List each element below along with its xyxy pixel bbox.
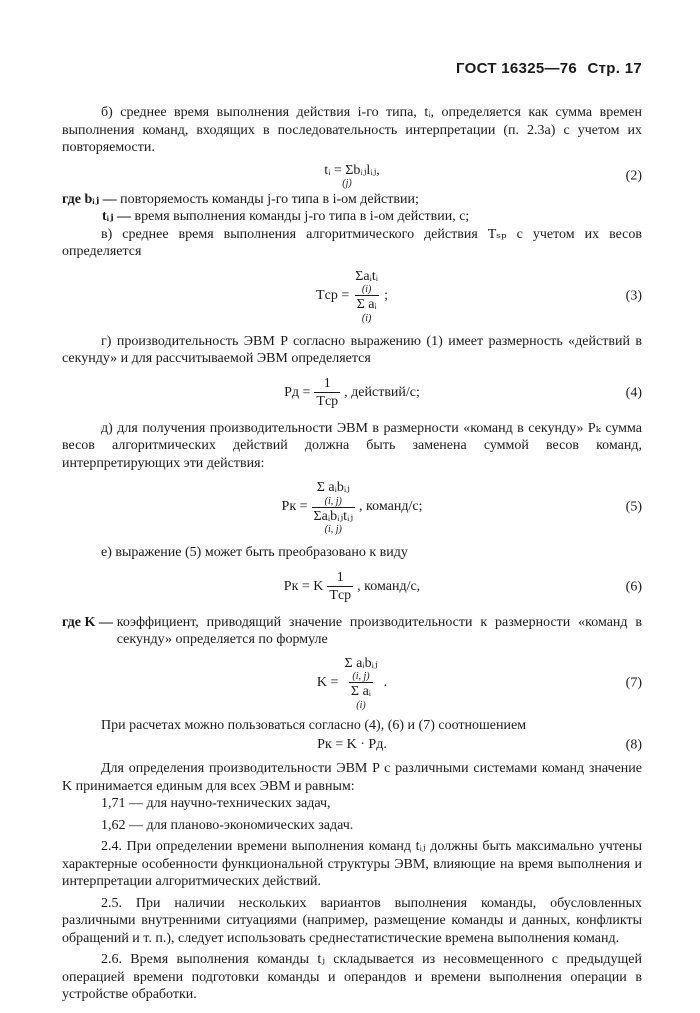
eq4-lhs: Pд = xyxy=(284,384,311,400)
eq5-number: (5) xyxy=(625,499,642,515)
eq7-lhs: K = xyxy=(316,674,339,690)
paragraph-e: е) выражение (5) может быть преобразовано к виду xyxy=(101,545,408,560)
eq7-denominator xyxy=(349,682,373,711)
eq4-fraction xyxy=(314,375,340,411)
eq6-denominator: Tср xyxy=(329,588,352,603)
eq5-fraction xyxy=(312,479,356,535)
definition-b xyxy=(62,191,642,209)
list-item: 1,71 — для научно-технических задач, xyxy=(101,796,331,811)
eq5-tail: , команд/с; xyxy=(359,499,423,515)
equation-3 xyxy=(62,267,642,325)
eq2-lhs: tᵢ = Σbᵢⱼlᵢⱼ, xyxy=(324,162,380,178)
def-t-text: время выполнения команды j-го типа в i-ом действии, с; xyxy=(134,209,470,224)
eq5-den-limit: (i, j) xyxy=(324,524,342,535)
def-b-text: повторяемость команды j-го типа в i-ом действии; xyxy=(120,191,419,207)
eq4-numerator: 1 xyxy=(323,375,331,391)
eq2-number: (2) xyxy=(625,167,642,183)
eq5-lhs: Pк = xyxy=(281,499,308,515)
eq5-numerator xyxy=(315,479,352,507)
paragraph-d: д) для получения производительности ЭВМ в размерности «команд в секунду» Pₖ сумма весов алгоритмических действий должна быть заменена суммой весов команд, интерпретирующих эти действия: xyxy=(62,420,642,471)
eq5-denominator xyxy=(312,507,356,536)
eq7-numerator xyxy=(342,655,379,683)
definition-t xyxy=(62,208,642,226)
eq4-number: (4) xyxy=(625,384,642,400)
eq2-expression xyxy=(324,162,380,190)
eq3-lhs: Tср = xyxy=(316,287,350,303)
paragraph-g: г) производительность ЭВМ P согласно выражению (1) имеет размерность «действий в секунду» и для рассчитываемой ЭВМ определяется xyxy=(62,333,642,366)
paragraph-2-4: 2.4. При определении времени выполнения команд tᵢⱼ должны быть максимально учтены характерные особенности функциональной структуры ЭВМ, влияющие на время выполнения и интерпретации алгоритмических действий. xyxy=(62,839,642,889)
page-number: Стр. 17 xyxy=(587,60,642,77)
paragraph-b: б) среднее время выполнения действия i-го типа, tᵢ, определяется как сумма времен выполнения команд, входящих в последовательность интерпретации (п. 2.3а) с учетом их повторяемости. xyxy=(62,105,642,155)
eq6-fraction xyxy=(327,569,353,605)
eq7-number: (7) xyxy=(625,674,642,690)
eq7-num-text: Σ aᵢbᵢⱼ xyxy=(344,655,378,671)
equation-6 xyxy=(62,566,642,608)
eq7-num-limit: (i, j) xyxy=(352,671,370,682)
eq3-den-text: Σ aᵢ xyxy=(356,297,377,312)
def-b-label: где bᵢⱼ — xyxy=(62,191,117,207)
eq5-num-limit: (i, j) xyxy=(324,495,342,507)
eq3-numerator xyxy=(353,268,380,296)
def-k-text: коэффициент, приводящий значение производительности к размерности «команд в секунду» определяется по формуле xyxy=(116,614,642,647)
eq3-number: (3) xyxy=(625,287,642,303)
paragraph-2-6: 2.6. Время выполнения команды tⱼ складывается из несовмещенного с предыдущей операцией времени подготовки команды и операндов и времени выполнения операции в устройстве обработки. xyxy=(62,952,642,1002)
paragraph-v: в) среднее время выполнения алгоритмического действия Tₛₚ с учетом их весов определяется xyxy=(62,226,642,259)
eq7-den-limit: (i) xyxy=(356,699,366,711)
page-header xyxy=(456,60,642,77)
equation-2 xyxy=(62,161,642,191)
standard-title: ГОСТ 16325—76 xyxy=(456,60,578,77)
def-k-label: где K — xyxy=(62,614,113,630)
eq3-num-limit: (i) xyxy=(361,284,372,295)
eq6-numerator: 1 xyxy=(336,569,344,585)
eq7-fraction xyxy=(342,655,379,711)
coefficient-list xyxy=(62,795,642,834)
eq2-limit: (j) xyxy=(342,178,352,190)
eq6-tail: , команд/с, xyxy=(357,578,421,594)
def-t-label: tᵢⱼ — xyxy=(102,209,132,224)
paragraph-calc: При расчетах можно пользоваться согласно (4), (6) и (7) соотношением xyxy=(101,717,527,733)
eq7-den-text: Σ aᵢ xyxy=(350,684,372,699)
equation-5 xyxy=(62,476,642,538)
eq4-tail: , действий/с; xyxy=(344,384,420,400)
eq3-den-limit: (i) xyxy=(361,312,372,324)
eq6-number: (6) xyxy=(625,578,642,594)
list-item: 1,62 — для планово-экономических задач. xyxy=(101,817,354,833)
eq8-expr: Pк = K · Pд. xyxy=(317,737,387,753)
equation-7 xyxy=(62,653,642,713)
eq4-denominator: Tср xyxy=(316,394,339,409)
eq8-number: (8) xyxy=(625,737,642,753)
eq3-fraction xyxy=(353,268,380,324)
page-body xyxy=(62,104,642,1004)
eq3-tail: ; xyxy=(384,287,388,303)
eq6-lhs: Pк = K xyxy=(283,578,324,594)
eq3-num-text: Σaᵢtᵢ xyxy=(355,268,379,284)
eq5-den-text: Σaᵢbᵢⱼtᵢⱼ xyxy=(313,508,354,524)
eq3-denominator xyxy=(355,295,379,324)
definition-k xyxy=(62,614,642,649)
paragraph-2-5: 2.5. При наличии нескольких вариантов выполнения команды, обусловленных различными внутренними ситуациями (например, размещение команды и данных, конфликты обращений и т. п.), следует использовать среднестатистические времена выполнения команд. xyxy=(62,895,642,946)
eq5-num-text: Σ aᵢbᵢⱼ xyxy=(316,480,350,495)
eq7-tail: . xyxy=(383,674,388,690)
paragraph-def: Для определения производительности ЭВМ P с различными системами команд значение K принимается единым для всех ЭВМ и равным: xyxy=(62,761,642,794)
equation-4 xyxy=(62,372,642,414)
equation-8 xyxy=(62,734,642,756)
